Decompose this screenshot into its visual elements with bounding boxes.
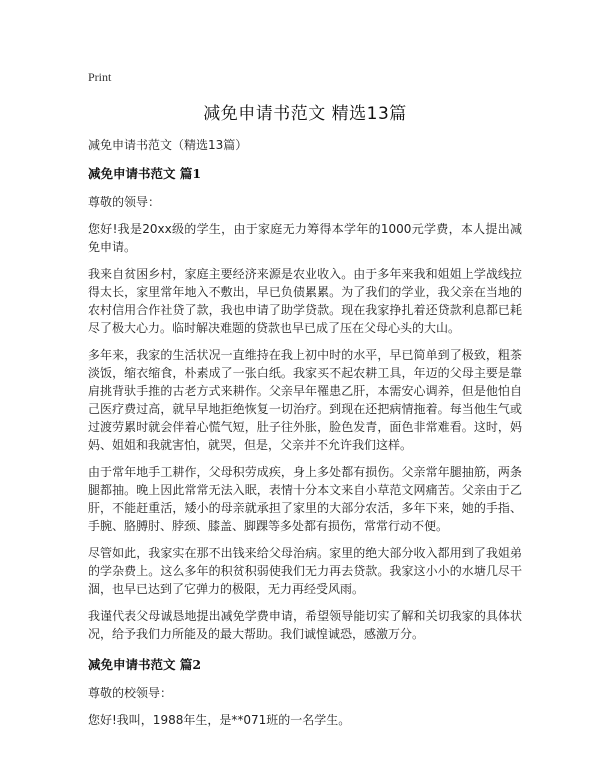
paragraph: 我谨代表父母诚恳地提出减免学费申请，希望领导能切实了解和关切我家的具体状况，给予我们力所能及的最大帮助。我们诚惶诚恐，感激万分。 (88, 609, 522, 641)
document-page (88, 70, 522, 738)
paragraph: 您好!我叫，1988年生，是**071班的一名学生。 (88, 713, 351, 727)
paragraph: 您好!我是20xx级的学生，由于家庭无力筹得本学年的1000元学费，本人提出减免申请。 (88, 222, 522, 254)
paragraph: 尽管如此，我家实在那不出钱来给父母治病。家里的绝大部分收入都用到了我姐弟的学杂费上。这么多年的积贫积弱使我们无力再去贷款。我家这小小的水塘几尽干涸，也早已达到了它弹力的极限，无力再经受风雨。 (88, 546, 522, 596)
section-heading-1: 减免申请书范文 篇1 (88, 166, 202, 181)
document-subtitle: 减免申请书范文（精选13篇） (88, 138, 248, 152)
print-link[interactable]: Print (88, 70, 112, 84)
greeting: 尊敬的校领导： (88, 686, 173, 700)
greeting: 尊敬的领导： (88, 195, 161, 209)
paragraph: 我来自贫困乡村，家庭主要经济来源是农业收入。由于多年来我和姐姐上学战线拉得太长，家里常年地入不敷出，早已负债累累。为了我们的学业，我父亲在当地的农村信用合作社贷了款，我也申请了助学贷款。现在我家挣扎着还贷款利息都已耗尽了极大心力。临时解决难题的贷款也早已成了压在父母心头的大山。 (88, 267, 522, 335)
paragraph: 多年来，我家的生活状况一直维持在我上初中时的水平，早已简单到了极致，粗茶淡饭，缩衣缩食，朴素成了一张白纸。我家买不起农耕工具，年迈的父母主要是靠肩挑背驮手推的古老方式来耕作。父亲早年罹患乙肝，本需安心调养，但是他怕自己医疗费过高，就早早地拒绝恢复一切治疗。到现在还把病情拖着。每当他生气或过渡劳累时就会伴着心慌气短，肚子往外胀，脸色发青，面色非常难看。这时，妈妈、姐姐和我就害怕，就哭，但是，父亲并不允许我们这样。 (88, 348, 522, 452)
section-heading-2: 减免申请书范文 篇2 (88, 657, 202, 672)
document-title: 减免申请书范文 精选13篇 (203, 104, 407, 124)
paragraph: 由于常年地手工耕作，父母积劳成疾，身上多处都有损伤。父亲常年腿抽筋，两条腿都抽。晚上因此常常无法入眠，表情十分本文来自小草范文网痛苦。父亲由于乙肝，不能赶重活，矮小的母亲就承担了家里的大部分农活，多年下来，她的手指、手腕、胳膊肘、脖颈、膝盖、脚踝等多处都有损伤，常常行动不便。 (88, 465, 522, 533)
